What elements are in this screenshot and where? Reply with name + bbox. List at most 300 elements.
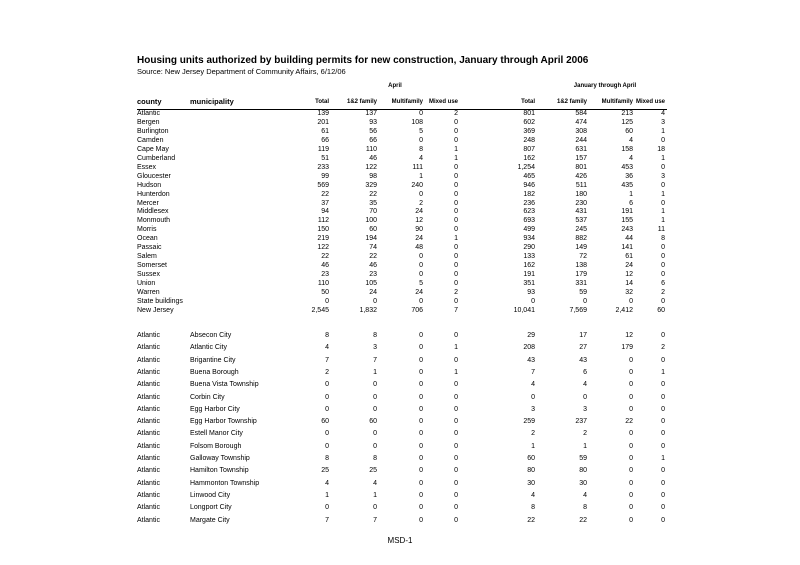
group-label-jan-apr: January through April [573,83,637,89]
cell-april-1: 7 [373,356,377,364]
cell-april-2: 0 [419,262,423,270]
cell-jan-apr-2: 0 [629,455,633,462]
cell-municipality: Egg Harbor Township [190,418,257,426]
cell-jan-apr-0: 43 [527,356,535,364]
cell-april-3: 1 [454,145,458,153]
cell-jan-apr-1: 138 [575,262,587,270]
cell-county: Atlantic [137,504,160,512]
cell-april-1: 0 [373,442,377,450]
cell-jan-apr-1: 331 [575,280,587,288]
cell-april-1: 194 [365,235,377,243]
cell-april-1: 23 [369,271,377,279]
cell-april-2: 0 [419,479,423,487]
col-header-jan-apr-total: Total [521,99,535,105]
cell-april-0: 8 [325,455,329,462]
cell-april-3: 0 [454,381,458,389]
cell-jan-apr-1: 426 [575,172,587,180]
cell-april-3: 0 [454,467,458,475]
cell-jan-apr-3: 0 [661,516,665,524]
cell-april-1: 22 [369,190,377,198]
cell-april-2: 24 [415,289,423,296]
cell-april-1: 8 [373,455,377,462]
cell-april-3: 2 [454,110,458,117]
cell-jan-apr-1: 0 [583,297,587,305]
cell-april-2: 5 [419,127,423,135]
cell-jan-apr-1: 308 [575,127,587,135]
cell-jan-apr-2: 0 [629,491,633,499]
cell-jan-apr-0: 162 [523,262,535,270]
cell-april-0: 8 [325,332,329,339]
cell-april-2: 24 [415,208,423,216]
cell-municipality: Absecon City [190,332,232,339]
cell-jan-apr-2: 6 [629,199,633,207]
cell-april-2: 0 [419,393,423,401]
cell-jan-apr-3: 0 [661,244,665,252]
cell-april-3: 0 [454,127,458,135]
cell-april-1: 0 [373,430,377,438]
cell-april-3: 0 [454,118,458,126]
cell-jan-apr-3: 1 [661,127,665,135]
cell-april-1: 46 [369,262,377,270]
cell-april-1: 1,832 [359,306,377,314]
cell-april-1: 4 [373,479,377,487]
cell-jan-apr-0: 0 [531,393,535,401]
cell-april-2: 240 [411,181,423,189]
cell-april-3: 0 [454,504,458,512]
cell-jan-apr-3: 0 [661,181,665,189]
cell-jan-apr-0: 248 [523,136,535,144]
cell-jan-apr-1: 631 [575,145,587,153]
cell-jan-apr-0: 208 [523,344,535,352]
cell-april-0: 150 [317,226,329,234]
cell-jan-apr-3: 0 [661,491,665,499]
cell-april-3: 0 [454,262,458,270]
cell-april-1: 74 [369,244,377,252]
cell-county: Cape May [137,145,169,153]
cell-april-2: 0 [419,110,423,117]
cell-april-2: 706 [411,306,423,314]
cell-april-0: 119 [317,145,329,153]
cell-county: Atlantic [137,332,160,339]
cell-jan-apr-0: 22 [527,516,535,524]
cell-april-2: 0 [419,356,423,364]
cell-jan-apr-0: 80 [527,467,535,475]
cell-april-0: 7 [325,356,329,364]
cell-april-3: 0 [454,280,458,288]
cell-april-1: 46 [369,154,377,162]
cell-county: Morris [137,226,157,234]
cell-jan-apr-2: 243 [621,226,633,234]
cell-april-3: 1 [454,344,458,352]
cell-april-1: 24 [369,289,377,296]
cell-county: Atlantic [137,110,160,117]
cell-april-2: 0 [419,344,423,352]
cell-april-1: 100 [365,217,377,225]
cell-april-0: 122 [317,244,329,252]
cell-april-0: 37 [321,199,329,207]
cell-april-0: 25 [321,467,329,475]
cell-jan-apr-0: 4 [531,491,535,499]
cell-jan-apr-2: 22 [625,418,633,426]
cell-april-0: 2 [325,368,329,376]
cell-april-3: 0 [454,271,458,279]
cell-jan-apr-0: 1,254 [517,163,535,171]
cell-april-2: 0 [419,455,423,462]
cell-april-0: 0 [325,297,329,305]
cell-april-3: 0 [454,516,458,524]
cell-jan-apr-2: 179 [621,344,633,352]
cell-april-1: 0 [373,297,377,305]
cell-jan-apr-1: 3 [583,405,587,413]
cell-april-2: 1 [419,172,423,180]
cell-april-2: 5 [419,280,423,288]
cell-april-0: 22 [321,253,329,261]
cell-jan-apr-1: 80 [579,467,587,475]
cell-county: Atlantic [137,430,160,438]
cell-jan-apr-1: 0 [583,393,587,401]
cell-municipality: Folsom Borough [190,442,242,450]
cell-jan-apr-1: 244 [575,136,587,144]
cell-county: Monmouth [137,217,171,225]
cell-april-0: 219 [317,235,329,243]
cell-jan-apr-1: 8 [583,504,587,512]
cell-jan-apr-3: 1 [661,154,665,162]
cell-april-1: 1 [373,491,377,499]
cell-april-0: 61 [321,127,329,135]
cell-april-0: 4 [325,344,329,352]
cell-jan-apr-1: 22 [579,516,587,524]
cell-april-2: 0 [419,332,423,339]
cell-jan-apr-0: 133 [523,253,535,261]
cell-april-2: 0 [419,442,423,450]
cell-april-3: 0 [454,297,458,305]
col-header-april-total: Total [315,99,329,105]
cell-april-0: 7 [325,516,329,524]
cell-april-1: 98 [369,172,377,180]
cell-april-0: 51 [321,154,329,162]
cell-april-2: 24 [415,235,423,243]
cell-jan-apr-2: 155 [621,217,633,225]
cell-jan-apr-2: 0 [629,504,633,512]
cell-municipality: Margate City [190,516,230,524]
cell-jan-apr-0: 465 [523,172,535,180]
cell-april-2: 0 [419,271,423,279]
cell-municipality: Buena Vista Township [190,381,259,389]
cell-jan-apr-2: 1 [629,190,633,198]
cell-jan-apr-2: 0 [629,467,633,475]
cell-jan-apr-1: 237 [575,418,587,426]
cell-april-2: 0 [419,136,423,144]
cell-county: Atlantic [137,467,160,475]
cell-april-3: 0 [454,479,458,487]
cell-april-0: 201 [317,118,329,126]
cell-jan-apr-2: 0 [629,356,633,364]
cell-county: Salem [137,253,157,261]
cell-jan-apr-1: 157 [575,154,587,162]
cell-april-3: 2 [454,289,458,296]
cell-april-3: 0 [454,442,458,450]
cell-county: Atlantic [137,455,160,462]
col-header-jan-apr-12family: 1&2 family [556,99,587,105]
cell-jan-apr-2: 44 [625,235,633,243]
cell-jan-apr-3: 0 [661,405,665,413]
cell-april-1: 105 [365,280,377,288]
cell-municipality: Egg Harbor City [190,405,240,413]
cell-april-0: 0 [325,393,329,401]
cell-county: Somerset [137,262,167,270]
col-header-jan-apr-multifamily: Multifamily [601,99,633,105]
cell-jan-apr-1: 59 [579,289,587,296]
cell-jan-apr-1: 27 [579,344,587,352]
cell-jan-apr-3: 0 [661,332,665,339]
cell-jan-apr-2: 24 [625,262,633,270]
cell-jan-apr-2: 0 [629,442,633,450]
cell-jan-apr-2: 32 [625,289,633,296]
cell-jan-apr-3: 1 [661,217,665,225]
cell-april-1: 137 [365,110,377,117]
cell-municipality: Hamilton Township [190,467,249,475]
cell-april-3: 0 [454,455,458,462]
cell-jan-apr-0: 693 [523,217,535,225]
cell-jan-apr-0: 602 [523,118,535,126]
cell-april-3: 0 [454,405,458,413]
cell-april-0: 1 [325,491,329,499]
cell-jan-apr-1: 882 [575,235,587,243]
cell-april-0: 22 [321,190,329,198]
cell-april-3: 0 [454,430,458,438]
cell-jan-apr-0: 369 [523,127,535,135]
cell-jan-apr-1: 179 [575,271,587,279]
cell-april-3: 0 [454,253,458,261]
cell-april-1: 7 [373,516,377,524]
col-header-jan-apr-mixed-use: Mixed use [635,99,665,105]
cell-municipality: Atlantic City [190,344,227,352]
cell-april-1: 3 [373,344,377,352]
cell-county: Union [137,280,156,288]
col-header-municipality: municipality [190,97,234,106]
cell-april-0: 0 [325,442,329,450]
report-title: Housing units authorized by building permits for new construction, January through April 2006 [137,55,589,66]
cell-april-1: 122 [365,163,377,171]
cell-jan-apr-0: 93 [527,289,535,296]
cell-april-3: 0 [454,181,458,189]
cell-jan-apr-2: 2,412 [615,306,633,314]
cell-april-1: 35 [369,199,377,207]
cell-april-1: 93 [369,118,377,126]
cell-county: Middlesex [137,208,169,216]
cell-jan-apr-1: 511 [575,181,587,189]
cell-county: Atlantic [137,368,160,376]
cell-jan-apr-0: 7 [531,368,535,376]
cell-county: Atlantic [137,356,160,364]
cell-jan-apr-3: 1 [661,368,665,376]
cell-jan-apr-2: 213 [621,110,633,117]
cell-municipality: Brigantine City [190,356,236,364]
cell-jan-apr-2: 61 [625,253,633,261]
cell-jan-apr-1: 4 [583,381,587,389]
cell-jan-apr-2: 4 [629,136,633,144]
cell-jan-apr-0: 934 [523,235,535,243]
cell-april-0: 99 [321,172,329,180]
cell-april-1: 66 [369,136,377,144]
cell-jan-apr-3: 0 [661,504,665,512]
cell-april-3: 1 [454,154,458,162]
cell-april-1: 70 [369,208,377,216]
cell-jan-apr-0: 29 [527,332,535,339]
cell-jan-apr-2: 36 [625,172,633,180]
cell-jan-apr-3: 3 [661,118,665,126]
cell-jan-apr-3: 0 [661,262,665,270]
cell-april-3: 0 [454,418,458,426]
cell-jan-apr-0: 499 [523,226,535,234]
cell-jan-apr-2: 14 [625,280,633,288]
cell-jan-apr-3: 0 [661,479,665,487]
col-header-april-mixed-use: Mixed use [428,99,458,105]
cell-april-2: 0 [419,504,423,512]
cell-jan-apr-1: 149 [575,244,587,252]
cell-county: Atlantic [137,442,160,450]
cell-jan-apr-1: 6 [583,368,587,376]
cell-jan-apr-1: 474 [575,118,587,126]
cell-jan-apr-0: 182 [523,190,535,198]
cell-jan-apr-0: 623 [523,208,535,216]
cell-april-3: 0 [454,356,458,364]
cell-april-0: 110 [317,280,329,288]
cell-jan-apr-0: 191 [523,271,535,279]
cell-april-1: 60 [369,418,377,426]
cell-jan-apr-1: 245 [575,226,587,234]
cell-jan-apr-2: 0 [629,516,633,524]
cell-april-3: 0 [454,190,458,198]
cell-jan-apr-2: 453 [621,163,633,171]
cell-jan-apr-0: 60 [527,455,535,462]
cell-county: Atlantic [137,479,160,487]
cell-april-3: 1 [454,368,458,376]
cell-county: Atlantic [137,405,160,413]
cell-april-0: 66 [321,136,329,144]
cell-municipality: Linwood City [190,491,231,499]
cell-county: Hunterdon [137,190,170,198]
cell-april-2: 0 [419,467,423,475]
cell-april-2: 48 [415,244,423,252]
cell-county: Atlantic [137,491,160,499]
cell-april-3: 0 [454,199,458,207]
cell-jan-apr-3: 0 [661,381,665,389]
cell-county: Atlantic [137,393,160,401]
cell-jan-apr-3: 3 [661,172,665,180]
cell-april-1: 0 [373,504,377,512]
cell-april-0: 4 [325,479,329,487]
cell-april-2: 0 [419,491,423,499]
cell-jan-apr-3: 0 [661,393,665,401]
group-label-april: April [388,83,402,89]
cell-jan-apr-0: 259 [523,418,535,426]
cell-april-2: 0 [419,381,423,389]
cell-april-2: 0 [419,190,423,198]
cell-jan-apr-3: 18 [657,145,665,153]
cell-april-0: 139 [317,110,329,117]
cell-county: Camden [137,136,164,144]
cell-april-2: 108 [411,118,423,126]
cell-jan-apr-1: 230 [575,199,587,207]
cell-jan-apr-2: 4 [629,154,633,162]
cell-jan-apr-3: 0 [661,442,665,450]
cell-county: Atlantic [137,516,160,524]
cell-april-3: 0 [454,136,458,144]
cell-april-2: 111 [412,163,423,171]
cell-april-3: 0 [454,393,458,401]
cell-jan-apr-2: 0 [629,297,633,305]
cell-april-1: 22 [369,253,377,261]
cell-april-0: 23 [321,271,329,279]
cell-jan-apr-2: 125 [621,118,633,126]
cell-jan-apr-3: 0 [661,199,665,207]
cell-county: Ocean [137,235,158,243]
cell-april-0: 50 [321,289,329,296]
cell-jan-apr-0: 801 [523,110,535,117]
cell-county: State buildings [137,297,183,305]
cell-april-2: 0 [419,430,423,438]
cell-april-3: 0 [454,226,458,234]
report-source: Source: New Jersey Department of Community Affairs, 6/12/06 [137,67,346,76]
cell-april-2: 0 [419,405,423,413]
cell-jan-apr-3: 0 [661,163,665,171]
cell-jan-apr-2: 191 [621,208,633,216]
cell-county: Sussex [137,271,160,279]
cell-municipality: Longport City [190,504,232,512]
cell-april-2: 90 [415,226,423,234]
cell-jan-apr-0: 236 [523,199,535,207]
cell-jan-apr-1: 537 [575,217,587,225]
cell-jan-apr-1: 4 [583,491,587,499]
cell-municipality: Hammonton Township [190,479,260,487]
cell-april-2: 0 [419,516,423,524]
cell-jan-apr-3: 0 [661,356,665,364]
cell-jan-apr-3: 60 [657,306,665,314]
cell-county: Passaic [137,244,162,252]
cell-municipality: Corbin City [190,393,225,401]
cell-april-0: 0 [325,381,329,389]
cell-april-1: 8 [373,332,377,339]
cell-april-1: 0 [373,381,377,389]
cell-county: Burlington [137,127,169,135]
cell-april-2: 4 [419,154,423,162]
cell-jan-apr-3: 1 [661,455,665,462]
cell-jan-apr-0: 162 [523,154,535,162]
cell-jan-apr-3: 0 [661,253,665,261]
cell-jan-apr-2: 158 [621,145,633,153]
cell-county: Atlantic [137,418,160,426]
cell-april-3: 0 [454,172,458,180]
cell-jan-apr-3: 4 [661,110,665,117]
cell-april-0: 46 [321,262,329,270]
cell-april-2: 0 [419,253,423,261]
cell-jan-apr-3: 0 [661,271,665,279]
cell-april-0: 112 [317,217,329,225]
cell-april-2: 8 [419,145,423,153]
cell-april-3: 0 [454,208,458,216]
cell-jan-apr-2: 435 [621,181,633,189]
cell-april-2: 2 [419,199,423,207]
cell-county: Atlantic [137,381,160,389]
cell-jan-apr-0: 290 [523,244,535,252]
cell-municipality: Estell Manor City [190,430,243,438]
cell-county: Hudson [137,181,162,189]
cell-april-0: 0 [325,405,329,413]
cell-jan-apr-3: 8 [661,235,665,243]
cell-april-0: 0 [325,430,329,438]
cell-jan-apr-1: 72 [579,253,587,261]
